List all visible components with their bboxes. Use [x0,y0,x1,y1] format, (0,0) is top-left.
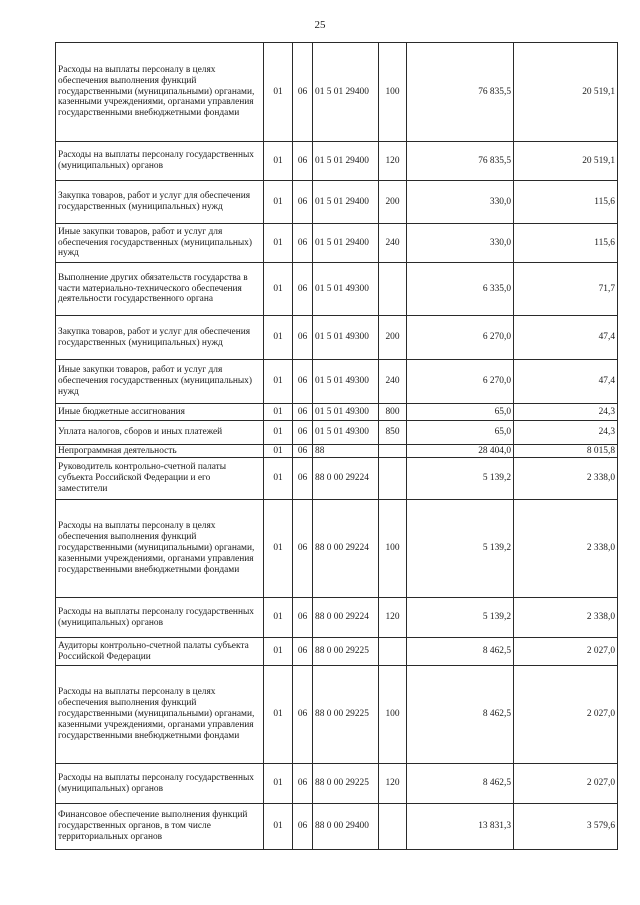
row-name: Иные закупки товаров, работ и услуг для обеспечения государственных (муниципальных) нужд [56,360,264,404]
section-code: 01 [264,458,293,500]
section-code: 01 [264,500,293,598]
section-code: 01 [264,666,293,764]
executed-amount: 2 027,0 [514,666,618,764]
subsection-code: 06 [293,316,313,360]
table-row [56,404,618,421]
executed-amount: 3 579,6 [514,804,618,850]
section-code: 01 [264,224,293,263]
subsection-code: 06 [293,263,313,316]
planned-amount: 6 270,0 [407,360,514,404]
target-article-code: 88 0 00 29400 [313,804,379,850]
expense-type-code [379,263,407,316]
expense-type-code: 240 [379,360,407,404]
expense-type-code: 100 [379,500,407,598]
target-article-code: 01 5 01 29400 [313,142,379,181]
row-name: Расходы на выплаты персоналу в целях обеспечения выполнения функций государственными (муниципальными) органами, казенными учреждениями, органами управления государственными внебюджетными фондами [56,43,264,142]
planned-amount: 8 462,5 [407,638,514,666]
target-article-code: 01 5 01 49300 [313,421,379,445]
section-code: 01 [264,43,293,142]
expense-type-code: 200 [379,181,407,224]
executed-amount: 2 338,0 [514,458,618,500]
table-row [56,804,618,850]
table-row [56,43,618,142]
row-name: Расходы на выплаты персоналу государственных (муниципальных) органов [56,598,264,638]
section-code: 01 [264,764,293,804]
target-article-code: 88 0 00 29225 [313,666,379,764]
expense-type-code: 850 [379,421,407,445]
row-name: Руководитель контрольно-счетной палаты субъекта Российской Федерации и его заместители [56,458,264,500]
target-article-code: 88 0 00 29225 [313,638,379,666]
planned-amount: 5 139,2 [407,598,514,638]
row-name: Закупка товаров, работ и услуг для обеспечения государственных (муниципальных) нужд [56,316,264,360]
target-article-code: 88 0 00 29224 [313,458,379,500]
section-code: 01 [264,804,293,850]
executed-amount: 8 015,8 [514,445,618,458]
target-article-code: 01 5 01 29400 [313,224,379,263]
executed-amount: 71,7 [514,263,618,316]
row-name: Расходы на выплаты персоналу в целях обеспечения выполнения функций государственными (муниципальными) органами, казенными учреждениями, органами управления государственными внебюджетными фондами [56,500,264,598]
executed-amount: 20 519,1 [514,43,618,142]
subsection-code: 06 [293,500,313,598]
subsection-code: 06 [293,764,313,804]
target-article-code: 01 5 01 29400 [313,181,379,224]
executed-amount: 115,6 [514,224,618,263]
section-code: 01 [264,421,293,445]
expense-type-code [379,638,407,666]
table-row [56,764,618,804]
planned-amount: 8 462,5 [407,764,514,804]
executed-amount: 2 338,0 [514,500,618,598]
executed-amount: 115,6 [514,181,618,224]
table-row [56,666,618,764]
expense-type-code [379,458,407,500]
executed-amount: 47,4 [514,360,618,404]
planned-amount: 28 404,0 [407,445,514,458]
table-row [56,224,618,263]
table-row [56,445,618,458]
planned-amount: 65,0 [407,404,514,421]
table-row [56,316,618,360]
row-name: Иные закупки товаров, работ и услуг для обеспечения государственных (муниципальных) нужд [56,224,264,263]
table-row [56,500,618,598]
expense-type-code: 100 [379,666,407,764]
executed-amount: 24,3 [514,421,618,445]
planned-amount: 6 270,0 [407,316,514,360]
subsection-code: 06 [293,598,313,638]
subsection-code: 06 [293,421,313,445]
section-code: 01 [264,638,293,666]
target-article-code: 88 0 00 29224 [313,500,379,598]
subsection-code: 06 [293,360,313,404]
budget-table [55,42,618,850]
section-code: 01 [264,316,293,360]
expense-type-code: 800 [379,404,407,421]
row-name: Закупка товаров, работ и услуг для обеспечения государственных (муниципальных) нужд [56,181,264,224]
executed-amount: 2 027,0 [514,638,618,666]
expense-type-code: 240 [379,224,407,263]
row-name: Расходы на выплаты персоналу в целях обеспечения выполнения функций государственными (муниципальными) органами, казенными учреждениями, органами управления государственными внебюджетными фондами [56,666,264,764]
row-name: Расходы на выплаты персоналу государственных (муниципальных) органов [56,142,264,181]
section-code: 01 [264,142,293,181]
subsection-code: 06 [293,181,313,224]
target-article-code: 88 0 00 29224 [313,598,379,638]
planned-amount: 65,0 [407,421,514,445]
section-code: 01 [264,263,293,316]
section-code: 01 [264,360,293,404]
subsection-code: 06 [293,804,313,850]
planned-amount: 330,0 [407,224,514,263]
subsection-code: 06 [293,458,313,500]
row-name: Иные бюджетные ассигнования [56,404,264,421]
expense-type-code: 100 [379,43,407,142]
row-name: Финансовое обеспечение выполнения функций государственных органов, в том числе территориальных органов [56,804,264,850]
target-article-code: 88 [313,445,379,458]
subsection-code: 06 [293,638,313,666]
executed-amount: 20 519,1 [514,142,618,181]
subsection-code: 06 [293,224,313,263]
subsection-code: 06 [293,445,313,458]
executed-amount: 24,3 [514,404,618,421]
planned-amount: 330,0 [407,181,514,224]
expense-type-code [379,445,407,458]
executed-amount: 2 338,0 [514,598,618,638]
target-article-code: 01 5 01 49300 [313,404,379,421]
subsection-code: 06 [293,142,313,181]
executed-amount: 2 027,0 [514,764,618,804]
budget-table-body [56,43,618,850]
row-name: Аудиторы контрольно-счетной палаты субъекта Российской Федерации [56,638,264,666]
target-article-code: 88 0 00 29225 [313,764,379,804]
subsection-code: 06 [293,666,313,764]
row-name: Уплата налогов, сборов и иных платежей [56,421,264,445]
target-article-code: 01 5 01 49300 [313,263,379,316]
expense-type-code: 120 [379,764,407,804]
table-row [56,263,618,316]
target-article-code: 01 5 01 49300 [313,360,379,404]
expense-type-code [379,804,407,850]
planned-amount: 76 835,5 [407,142,514,181]
table-row [56,181,618,224]
executed-amount: 47,4 [514,316,618,360]
planned-amount: 76 835,5 [407,43,514,142]
planned-amount: 13 831,3 [407,804,514,850]
table-row [56,598,618,638]
table-row [56,638,618,666]
table-row [56,421,618,445]
subsection-code: 06 [293,43,313,142]
expense-type-code: 120 [379,598,407,638]
table-row [56,360,618,404]
expense-type-code: 120 [379,142,407,181]
page-number: 25 [314,19,326,31]
subsection-code: 06 [293,404,313,421]
planned-amount: 5 139,2 [407,458,514,500]
row-name: Выполнение других обязательств государства в части материально-технического обеспечения деятельности государственного органа [56,263,264,316]
expense-type-code: 200 [379,316,407,360]
target-article-code: 01 5 01 49300 [313,316,379,360]
row-name: Расходы на выплаты персоналу государственных (муниципальных) органов [56,764,264,804]
table-row [56,458,618,500]
section-code: 01 [264,598,293,638]
planned-amount: 8 462,5 [407,666,514,764]
section-code: 01 [264,404,293,421]
target-article-code: 01 5 01 29400 [313,43,379,142]
planned-amount: 5 139,2 [407,500,514,598]
section-code: 01 [264,181,293,224]
table-row [56,142,618,181]
planned-amount: 6 335,0 [407,263,514,316]
row-name: Непрограммная деятельность [56,445,264,458]
section-code: 01 [264,445,293,458]
